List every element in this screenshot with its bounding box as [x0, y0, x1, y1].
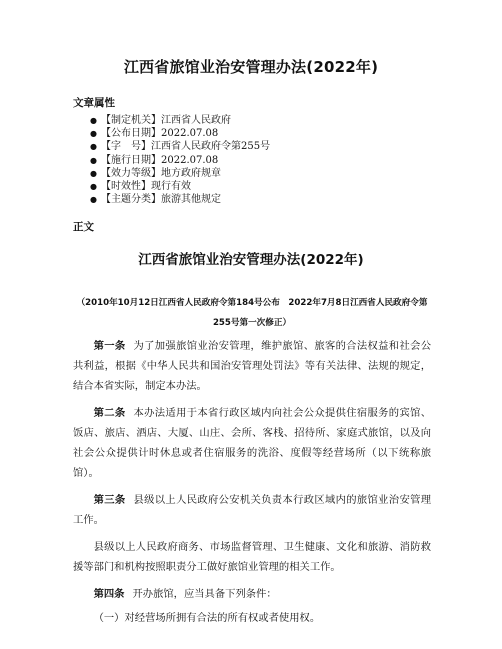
article-paragraph: 第四条 开办旅馆，应当具备下列条件：: [93, 588, 277, 600]
article-paragraph: 第一条 为了加强旅馆业治安管理，维护旅馆、旅客的合法权益和社会公共利益，根据《中华人民共和国治安管理处罚法》等有关法律、法规的规定，结合本省实际，制定本办法。: [73, 340, 432, 392]
attributes-heading: 文章属性: [73, 97, 115, 109]
attribute-item: ● 【主题分类】旅游其他规定: [90, 194, 221, 206]
bullet-icon: ●: [90, 155, 97, 165]
attribute-item: ● 【效力等级】地方政府规章: [90, 167, 221, 179]
article-paragraph: 第三条 县级以上人民政府公安机关负责本行政区域内的旅馆业治安管理工作。: [73, 494, 432, 526]
article-paragraph: （一）对经营场所拥有合法的所有权或者使用权。: [93, 612, 321, 624]
article-label: 第三条: [93, 494, 126, 506]
body-heading: 正文: [73, 221, 94, 233]
attribute-item: ● 【公布日期】2022.07.08: [90, 128, 219, 140]
article-label: 第二条: [93, 407, 126, 419]
bullet-icon: ●: [90, 182, 97, 192]
law-title: 江西省旅馆业治安管理办法(2022年): [138, 252, 364, 268]
article-paragraph: 县级以上人民政府商务、市场监督管理、卫生健康、文化和旅游、消防救援等部门和机构按照职责分工做好旅馆业管理的相关工作。: [73, 541, 431, 573]
document-title: 江西省旅馆业治安管理办法(2022年): [123, 58, 379, 76]
revision-note-line2: 255号第一次修正）: [212, 318, 292, 328]
attribute-item: ● 【字 号】江西省人民政府令第255号: [90, 141, 271, 153]
bullet-icon: ●: [90, 129, 97, 139]
attributes-list: [90, 114, 270, 206]
article-label: 第四条: [93, 588, 125, 600]
revision-note-line1: （2010年10月12日江西省人民政府令第184号公布 2022年7月8日江西省人民政府令第: [76, 298, 428, 308]
bullet-icon: ●: [90, 116, 97, 125]
article-label: 第一条: [93, 340, 126, 352]
attribute-item: ● 【制定机关】江西省人民政府: [90, 115, 231, 126]
bullet-icon: ●: [90, 142, 97, 152]
bullet-icon: ●: [90, 168, 97, 178]
bullet-icon: ●: [90, 195, 97, 205]
law-body: [73, 336, 431, 628]
attribute-item: ● 【施行日期】2022.07.08: [90, 154, 219, 166]
article-paragraph: 第二条 本办法适用于本省行政区域内向社会公众提供住宿服务的宾馆、饭店、旅店、酒店、大厦、山庄、会所、客栈、招待所、家庭式旅馆，以及向社会公众提供计时休息或者住宿服务的洗浴、度假等经营场所（以下统称旅馆）。: [73, 407, 432, 479]
attribute-item: ● 【时效性】现行有效: [90, 181, 191, 193]
